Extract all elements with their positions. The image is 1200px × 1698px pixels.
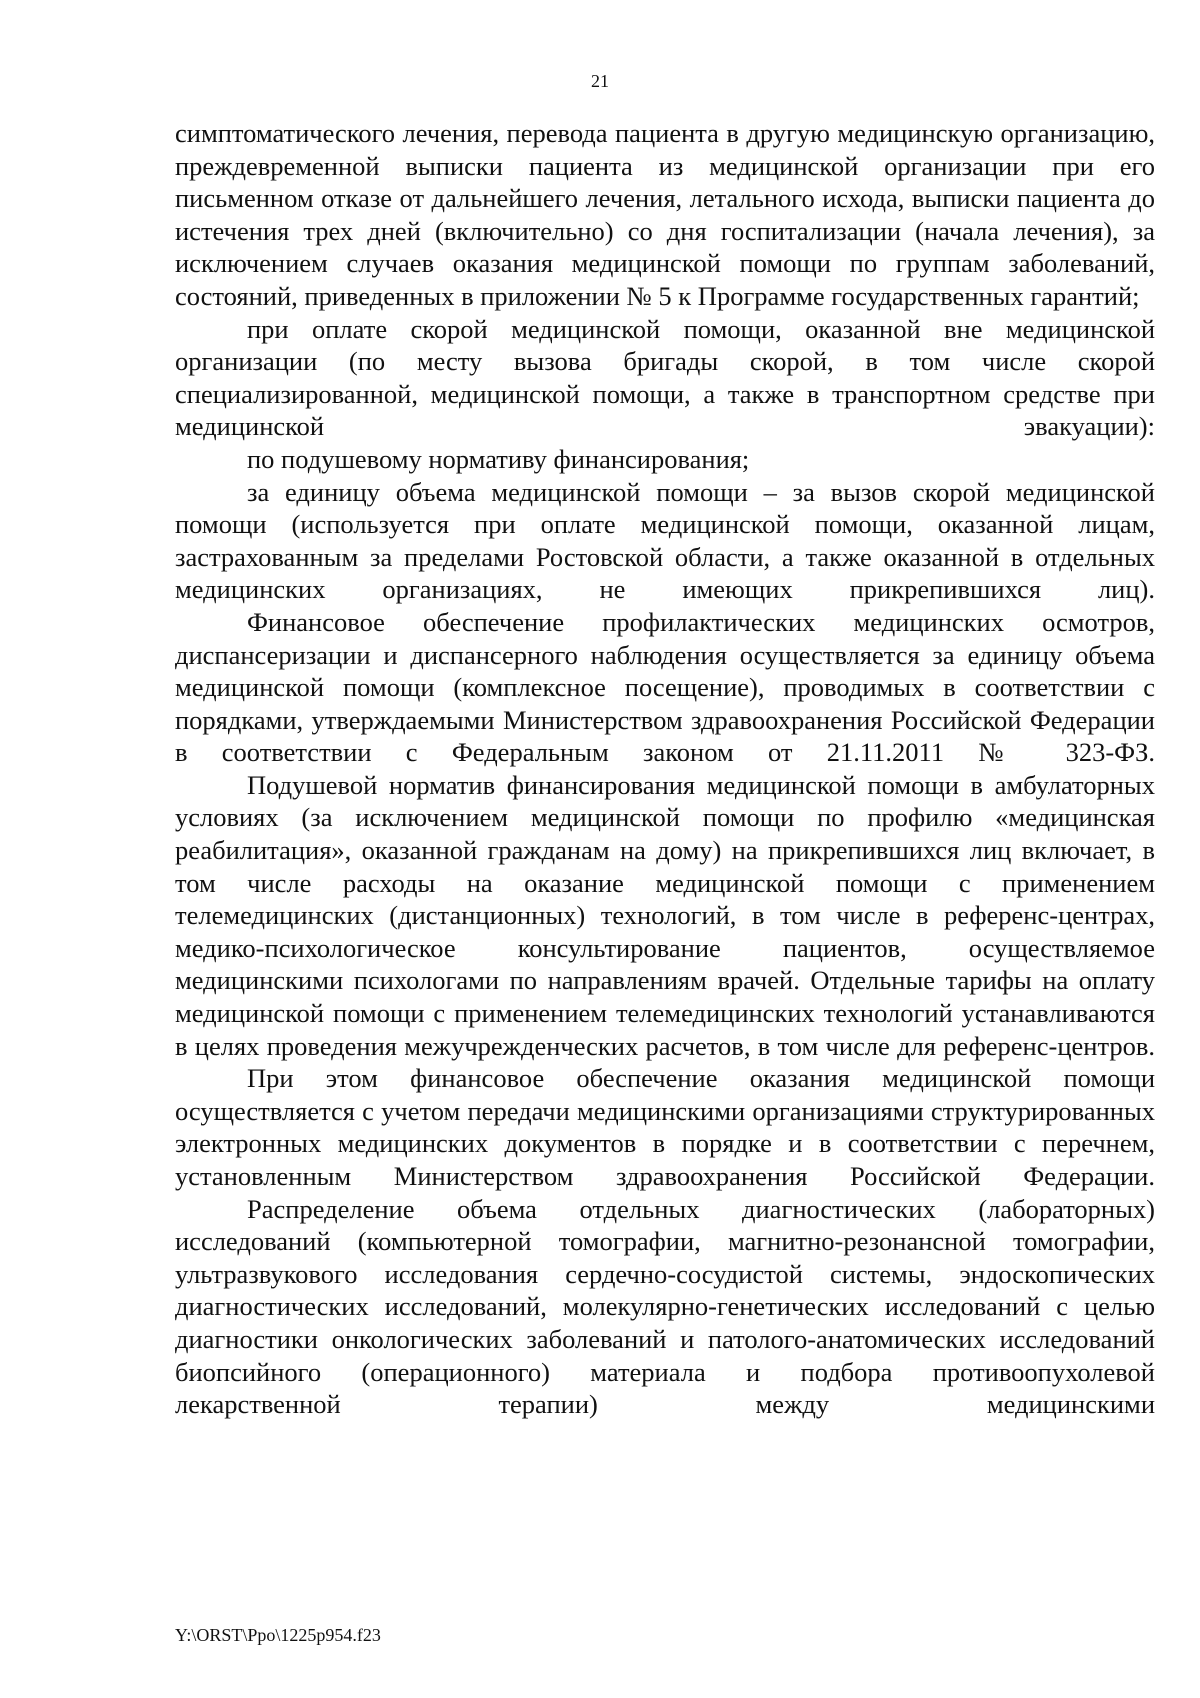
paragraph-outpatient-norm: Подушевой норматив финансирования медицинской помощи в амбулаторных условиях (за исключением медицинской помощи по профилю «медицинская реабилитация», оказанной гражданам на дому) на прикрепившихся лиц включает, в том числе расходы на оказание медицинской помощи с применением телемедицинских (дистанционных) технологий, в том числе в референс-центрах, медико-психологическое консультирование пациентов, осуществляемое медицинскими психологами по направлениям врачей. Отдельные тарифы на оплату медицинской помощи с применением телемедицинских технологий устанавливаются в целях проведения межучрежденческих расчетов, в том числе для референс-центров. [175,769,1155,1061]
paragraph-continuation: симптоматического лечения, перевода пациента в другую медицинскую организацию, преждевременной выписки пациента из медицинской организации при его письменном отказе от дальнейшего лечения, летального исхода, выписки пациента до истечения трех дней (включительно) со дня госпитализации (начала лечения), за исключением случаев оказания медицинской помощи по группам заболеваний, состояний, приведенных в приложении № 5 к Программе государственных гарантий; [175,118,1155,311]
footer-file-path: Y:\ORST\Ppo\1225p954.f23 [175,1625,381,1645]
document-body [175,117,1155,1421]
page-number: 21 [591,71,609,91]
paragraph-diagnostics-distribution: Распределение объема отдельных диагностических (лабораторных) исследований (компьютерной томографии, магнитно-резонансной томографии, ультразвукового исследования сердечно-сосудистой системы, эндоскопических диагностических исследований, молекулярно-генетических исследований с целью диагностики онкологических заболеваний и патолого-анатомических исследований биопсийного (операционного) материала и подбора противоопухолевой лекарственной терапии) между медицинскими [175,1193,1155,1420]
paragraph-unit-volume: за единицу объема медицинской помощи – за вызов скорой медицинской помощи (используется при оплате медицинской помощи, оказанной лицам, застрахованным за пределами Ростовской области, а также оказанной в отдельных медицинских организациях, не имеющих прикрепившихся лиц). [175,476,1155,605]
paragraph-financing-note: При этом финансовое обеспечение оказания медицинской помощи осуществляется с учетом передачи медицинскими организациями структурированных электронных медицинских документов в порядке и в соответствии с перечнем, установленным Министерством здравоохранения Российской Федерации. [175,1063,1155,1191]
paragraph-preventive-exams: Финансовое обеспечение профилактических медицинских осмотров, диспансеризации и диспансерного наблюдения осуществляется за единицу объема медицинской помощи (комплексное посещение), проводимых в соответствии с порядками, утверждаемыми Министерством здравоохранения Российской Федерации в соответствии с Федеральным законом от 21.11.2011 № 323-ФЗ. [175,606,1155,768]
paragraph-per-capita: по подушевому нормативу финансирования; [247,443,750,474]
paragraph-ambulance-payment: при оплате скорой медицинской помощи, оказанной вне медицинской организации (по месту вызова бригады скорой, в том числе скорой специализированной, медицинской помощи, а также в транспортном средстве при медицинской эвакуации): [175,313,1155,442]
